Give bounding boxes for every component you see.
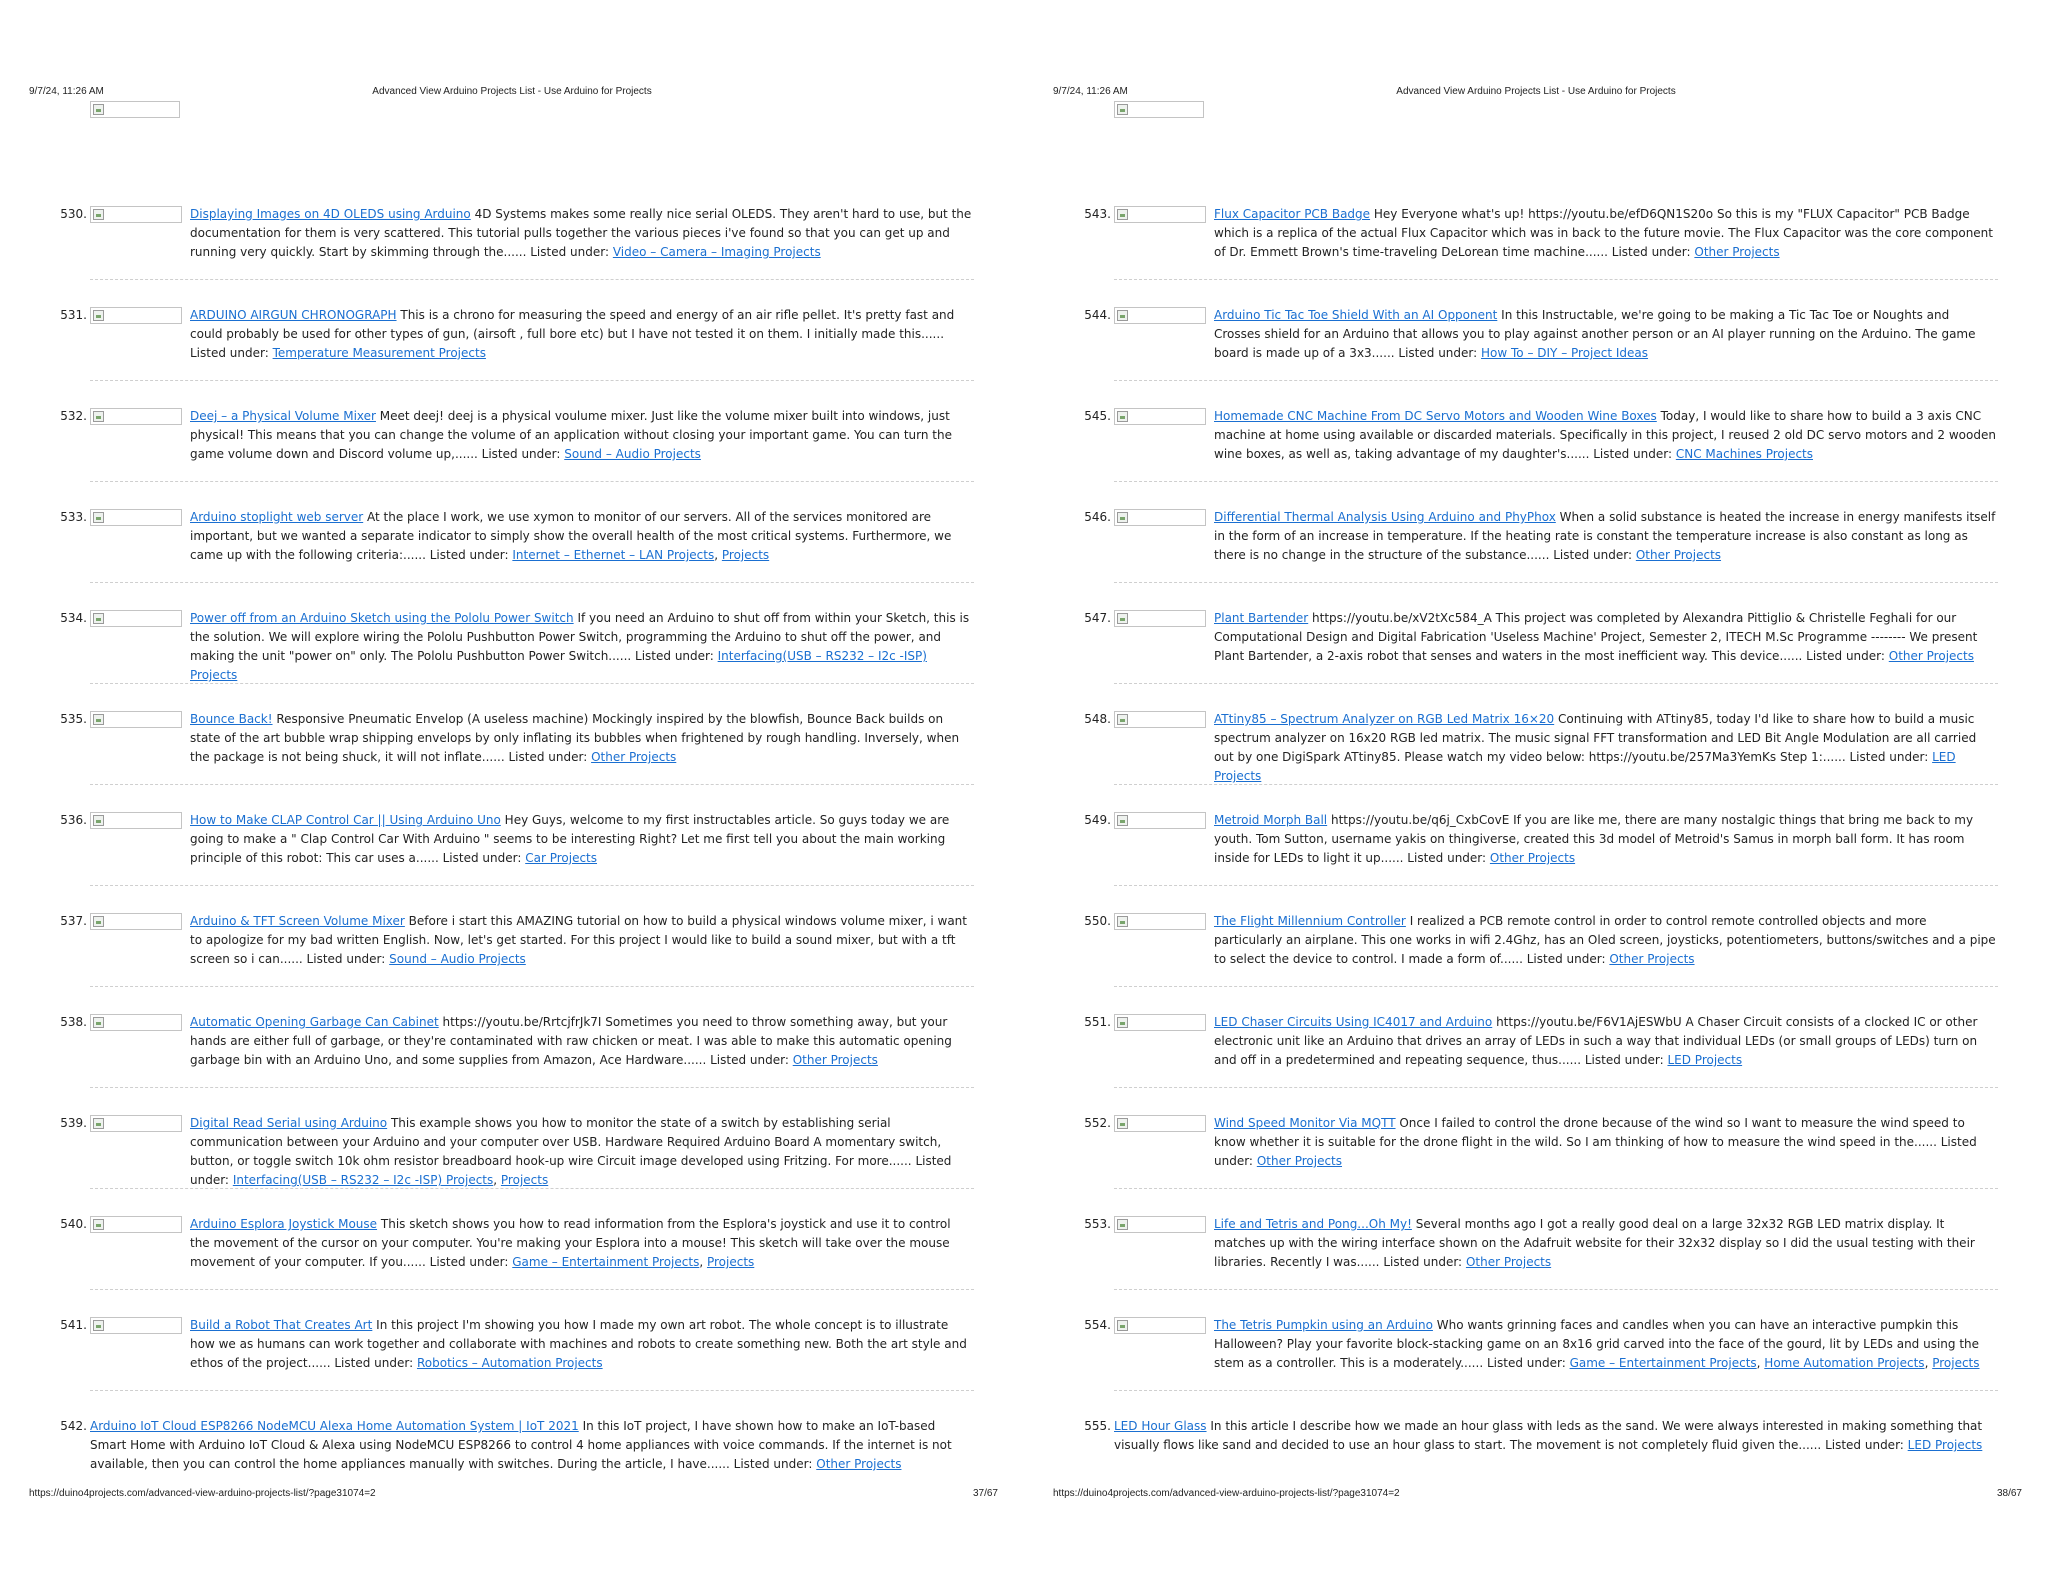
- item-number: 530.: [60, 207, 87, 221]
- separator: [90, 885, 974, 886]
- item-number: 537.: [60, 914, 87, 928]
- item-number: 550.: [1084, 914, 1111, 928]
- image-placeholder-icon: [1117, 1118, 1128, 1129]
- item-description: Once I failed to control the drone because of the wind so I want to measure the wind speed to know whether it is suitable for the drone flight in the wild. So I am thinking of how to measure the wind speed in the......: [1214, 1116, 1965, 1149]
- category-link[interactable]: Other Projects: [1635, 548, 1722, 562]
- listed-under-label: Listed under:: [1593, 447, 1673, 461]
- listed-under-label: Listed under:: [429, 1255, 509, 1269]
- item-title-link[interactable]: Metroid Morph Ball: [1214, 813, 1328, 827]
- image-placeholder-icon: [1117, 209, 1128, 220]
- image-placeholder-icon: [1117, 1320, 1128, 1331]
- item-number: 552.: [1084, 1116, 1111, 1130]
- item-description: In this project I'm showing you how I made my own art robot. The whole concept is to illustrate how we as humans can work together and collaborate with machines and robots to create something new. Both the art style and ethos of the project......: [190, 1318, 967, 1370]
- item-title-link[interactable]: Automatic Opening Garbage Can Cabinet: [190, 1015, 439, 1029]
- broken-image-icon: [90, 1115, 182, 1132]
- separator: [90, 1390, 974, 1391]
- image-placeholder-icon: [93, 512, 104, 523]
- item-body: [190, 912, 974, 969]
- listed-under-label: Listed under:: [1486, 1356, 1566, 1370]
- item-description: In this IoT project, I have shown how to make an IoT-based Smart Home with Arduino IoT Cloud & Alexa using NodeMCU ESP8266 to control 4 home appliances with voice commands. If the internet is not available, then you can control the home appliances manually with switches. During the article, I have......: [90, 1419, 952, 1471]
- broken-image-icon: [90, 1317, 182, 1334]
- item-description: Today, I would like to share how to build a 3 axis CNC machine at home using available or discarded materials. Specifically in this project, I reused 2 old DC servo motors and 2 wooden wine boxes, as well as, taking advantage of my daughter's......: [1214, 409, 1996, 461]
- item-body: [1214, 1013, 1998, 1070]
- separator: [1114, 1188, 1998, 1189]
- broken-image-icon: [90, 711, 182, 728]
- item-title-link[interactable]: LED Chaser Circuits Using IC4017 and Arduino: [1214, 1015, 1493, 1029]
- item-body: Arduino stoplight web server At the place I work, we use xymon to monitor of our servers. All of the services monitored are important, but we wanted a separate indicator to simply show the overall health of the most critical systems. Furthermore, we came up with the following criteria:...... Listed under: Internet – Ethernet – LAN Projects, Projects: [190, 510, 952, 562]
- item-number: 546.: [1084, 510, 1111, 524]
- image-placeholder-icon: [1117, 815, 1128, 826]
- image-placeholder-icon: [93, 1320, 104, 1331]
- separator: [1114, 683, 1998, 684]
- item-title-link[interactable]: How to Make CLAP Control Car || Using Arduino Uno: [190, 813, 501, 827]
- item-number: 553.: [1084, 1217, 1111, 1231]
- broken-image-icon: [1114, 913, 1206, 930]
- image-placeholder-icon: [1117, 411, 1128, 422]
- item-number: 534.: [60, 611, 87, 625]
- item-description: In this Instructable, we're going to be making a Tic Tac Toe or Noughts and Crosses shield for an Arduino that allows you to play against another person or an AI player running on the Arduino. The game board is made up of a 3x3......: [1214, 308, 1976, 360]
- broken-image-icon: [90, 1216, 182, 1233]
- category-link[interactable]: Other Projects: [816, 1457, 902, 1471]
- footer-url[interactable]: https://duino4projects.com/advanced-view-arduino-projects-list/?page31074=2: [1053, 1488, 1400, 1499]
- broken-image-icon: [1114, 408, 1206, 425]
- image-placeholder-icon: [93, 916, 104, 927]
- item-title-link[interactable]: Arduino IoT Cloud ESP8266 NodeMCU Alexa Home Automation System | IoT 2021: [90, 1419, 579, 1433]
- category-link[interactable]: Other Projects: [1465, 1255, 1552, 1269]
- image-placeholder-icon: [1117, 512, 1128, 523]
- image-placeholder-icon: [93, 815, 104, 826]
- category-link[interactable]: Projects: [706, 1255, 755, 1269]
- broken-image-icon: [90, 206, 182, 223]
- category-link[interactable]: Video – Camera – Imaging Projects: [612, 245, 821, 259]
- separator: [90, 380, 974, 381]
- broken-image-icon: [90, 610, 182, 627]
- item-body: Digital Read Serial using Arduino This example shows you how to monitor the state of a switch by establishing serial communication between your Arduino and your computer over USB. Hardware Required Arduino Board A momentary switch, button, or toggle switch 10k ohm resistor breadboard hook-up wire Circuit image developed using Fritzing. For more...... Listed under: Interfacing(USB – RS232 – I2c -ISP) Projects, Projects: [190, 1116, 952, 1187]
- item-body: [1214, 912, 1998, 969]
- item-title-link[interactable]: Bounce Back!: [190, 712, 273, 726]
- separator: [90, 279, 974, 280]
- item-title-link[interactable]: The Tetris Pumpkin using an Arduino: [1214, 1318, 1433, 1332]
- item-number: 538.: [60, 1015, 87, 1029]
- item-body: [190, 710, 974, 767]
- image-placeholder-icon: [93, 1017, 104, 1028]
- item-body: [190, 205, 974, 262]
- category-link[interactable]: Sound – Audio Projects: [564, 447, 701, 461]
- category-link[interactable]: LED Projects: [1214, 750, 1956, 783]
- separator: [90, 1188, 974, 1189]
- category-link[interactable]: Other Projects: [591, 750, 677, 764]
- broken-image-icon: [1114, 509, 1206, 526]
- item-description: This is a chrono for measuring the speed and energy of an air rifle pellet. It's pretty fast and could probably be used for other types of gun, (airsoft , full bore etc) but I have not tested it on them. I initially made this......: [190, 308, 955, 341]
- item-title-link[interactable]: Arduino & TFT Screen Volume Mixer: [190, 914, 405, 928]
- category-link[interactable]: Robotics – Automation Projects: [416, 1356, 603, 1370]
- item-number: 544.: [1084, 308, 1111, 322]
- item-number: 540.: [60, 1217, 87, 1231]
- item-number: 541.: [60, 1318, 87, 1332]
- separator: [1114, 1087, 1998, 1088]
- item-title-link[interactable]: Homemade CNC Machine From DC Servo Motors and Wooden Wine Boxes: [1214, 409, 1657, 423]
- item-title-link[interactable]: Build a Robot That Creates Art: [190, 1318, 373, 1332]
- category-link[interactable]: Other Projects: [1609, 952, 1695, 966]
- category-link[interactable]: CNC Machines Projects: [1675, 447, 1813, 461]
- separator: [1114, 1289, 1998, 1290]
- item-description: At the place I work, we use xymon to monitor of our servers. All of the services monitored are important, but we wanted a separate indicator to simply show the overall health of the most critical systems. Furthermore, we came up with the following criteria:......: [190, 510, 952, 562]
- broken-image-icon: [90, 812, 182, 829]
- category-link[interactable]: Interfacing(USB – RS232 – I2c -ISP) Projects: [232, 1173, 494, 1187]
- item-body: [1214, 306, 1998, 363]
- category-link[interactable]: Other Projects: [792, 1053, 878, 1067]
- item-description: https://youtu.be/q6j_CxbCovE If you are like me, there are many nostalgic things that bring me back to my youth. Tom Sutton, username yakis on thingiverse, created this 3d model of Metroid's Samus in morph ball form. It has room inside for LEDs to light it up......: [1214, 813, 1974, 865]
- listed-under-label: Listed under:: [1849, 750, 1929, 764]
- footer-page-number: 37/67: [972, 1488, 998, 1499]
- category-link[interactable]: Game – Entertainment Projects: [512, 1255, 700, 1269]
- item-number: 555.: [1084, 1419, 1111, 1433]
- item-number: 535.: [60, 712, 87, 726]
- item-description: Responsive Pneumatic Envelop (A useless machine) Mockingly inspired by the blowfish, Bounce Back builds on state of the art bubble wrap shipping envelops by only inflating its bubbles when frightened by rough handling. Inversely, when the package is not being shuck, it will not inflate......: [190, 712, 960, 764]
- item-body: [1214, 508, 1998, 565]
- item-description: Before i start this AMAZING tutorial on how to build a physical windows volume mixer, i want to apologize for my bad written English. Now, let's get started. For this project I would like to build a sound mixer, but with a tft screen so i can......: [190, 914, 967, 966]
- item-description: https://youtu.be/F6V1AjESWbU A Chaser Circuit consists of a clocked IC or other electronic unit like an Arduino that drives an array of LEDs in such a way that individual LEDs (or small groups of LEDs) turn on and off in a predetermined and repeating sequence, thus......: [1214, 1015, 1978, 1067]
- broken-image-icon: [90, 307, 182, 324]
- separator: [90, 582, 974, 583]
- separator: [1114, 481, 1998, 482]
- footer-page-number: 38/67: [1996, 1488, 2022, 1499]
- listed-under-label: Listed under:: [1407, 851, 1487, 865]
- broken-image-icon: [90, 1014, 182, 1031]
- listed-under-label: Listed under:: [1398, 346, 1478, 360]
- item-description: In this article I describe how we made an hour glass with leds as the sand. We were always interested in making something that visually flows like sand and decided to use an hour glass to start. The movement is not completely fluid given the......: [1114, 1419, 1983, 1452]
- item-body: [1214, 1114, 1998, 1171]
- broken-image-icon: [90, 101, 180, 118]
- header-date: 9/7/24, 11:26 AM: [1053, 86, 1128, 97]
- item-description: I realized a PCB remote control in order to control remote controlled objects and more particularly an airplane. This one works in wifi 2.4Ghz, has an Oled screen, joysticks, potentiometers, buttons/switches and a pipe to select the device to control. I made a form of......: [1214, 914, 1996, 966]
- item-title-link[interactable]: Digital Read Serial using Arduino: [190, 1116, 388, 1130]
- item-number: 547.: [1084, 611, 1111, 625]
- image-placeholder-icon: [93, 310, 104, 321]
- item-body: [190, 609, 974, 685]
- image-placeholder-icon: [93, 714, 104, 725]
- item-number: 543.: [1084, 207, 1111, 221]
- image-placeholder-icon: [93, 613, 104, 624]
- listed-under-label: Listed under:: [1611, 245, 1691, 259]
- image-placeholder-icon: [93, 1219, 104, 1230]
- image-placeholder-icon: [1117, 613, 1128, 624]
- item-body: [1214, 609, 1998, 666]
- item-number: 533.: [60, 510, 87, 524]
- item-description: Who wants grinning faces and candles when you can have an interactive pumpkin this Halloween? Play your favorite block-stacking game on an 8x16 grid carved into the face of the gourd, lit by LEDs and using the stem as a controller. This is a moderately......: [1214, 1318, 1980, 1370]
- listed-under-label: Listed under:: [1584, 1053, 1664, 1067]
- listed-under-label: Listed under:: [334, 1356, 414, 1370]
- category-link[interactable]: Home Automation Projects: [1764, 1356, 1925, 1370]
- separator: [90, 1087, 974, 1088]
- item-number: 542.: [60, 1419, 87, 1433]
- listed-under-label: Listed under:: [429, 548, 509, 562]
- listed-under-label: Listed under:: [733, 1457, 813, 1471]
- header-title: Advanced View Arduino Projects List - Use Arduino for Projects: [1396, 86, 1676, 97]
- separator: [1114, 279, 1998, 280]
- separator: [90, 784, 974, 785]
- item-description: https://youtu.be/RrtcjfrJk7I Sometimes you need to throw something away, but your hands are either full of garbage, or they're contaminated with raw chicken or meat. I was able to make this automatic opening garbage bin with an Arduino Uno, and some supplies from Amazon, Ace Hardware......: [190, 1015, 952, 1067]
- item-number: 536.: [60, 813, 87, 827]
- separator: [1114, 986, 1998, 987]
- listed-under-label: Listed under:: [1526, 952, 1606, 966]
- image-placeholder-icon: [1117, 916, 1128, 927]
- item-number: 539.: [60, 1116, 87, 1130]
- item-description: Hey Guys, welcome to my first instructables article. So guys today we are going to make a " Clap Control Car With Arduino " seems to be interesting Right? Let me first tell you about the main working principle of this robot: This car uses a......: [190, 813, 950, 865]
- broken-image-icon: [90, 509, 182, 526]
- image-placeholder-icon: [1117, 714, 1128, 725]
- separator: [90, 683, 974, 684]
- item-title-link[interactable]: Arduino Tic Tac Toe Shield With an AI Opponent: [1214, 308, 1498, 322]
- separator: [1114, 1390, 1998, 1391]
- item-body: [190, 811, 974, 868]
- item-number: 554.: [1084, 1318, 1111, 1332]
- item-number: 548.: [1084, 712, 1111, 726]
- item-description: If you need an Arduino to shut off from within your Sketch, this is the solution. We will explore wiring the Pololu Pushbutton Power Switch, programming the Arduino to shut off the power, and making the unit "power on" only. The Pololu Pushbutton Power Switch......: [190, 611, 970, 663]
- image-placeholder-icon: [1117, 1017, 1128, 1028]
- header-date: 9/7/24, 11:26 AM: [29, 86, 104, 97]
- item-body: Arduino Esplora Joystick Mouse This sketch shows you how to read information from the Esplora's joystick and use it to control the movement of the cursor on your computer. You're making your Esplora into a mouse! This sketch will take over the mouse movement of your computer. If you...... Listed under: Game – Entertainment Projects, Projects: [190, 1217, 951, 1269]
- category-link[interactable]: Temperature Measurement Projects: [272, 346, 486, 360]
- category-link[interactable]: Interfacing(USB – RS232 – I2c -ISP) Projects: [190, 649, 927, 682]
- item-title-link[interactable]: Wind Speed Monitor Via MQTT: [1214, 1116, 1396, 1130]
- broken-image-icon: [1114, 307, 1206, 324]
- item-number: 531.: [60, 308, 87, 322]
- item-number: 545.: [1084, 409, 1111, 423]
- item-title-link[interactable]: The Flight Millennium Controller: [1214, 914, 1406, 928]
- category-link[interactable]: Other Projects: [1489, 851, 1576, 865]
- footer-url[interactable]: https://duino4projects.com/advanced-view-arduino-projects-list/?page31074=2: [29, 1488, 376, 1499]
- category-link[interactable]: Projects: [500, 1173, 549, 1187]
- item-description: This sketch shows you how to read information from the Esplora's joystick and use it to control the movement of the cursor on your computer. You're making your Esplora into a mouse! This sketch will take over the mouse movement of your computer. If you......: [190, 1217, 951, 1269]
- listed-under-label: Listed under:: [508, 750, 588, 764]
- category-link[interactable]: How To – DIY – Project Ideas: [1481, 346, 1649, 360]
- category-link[interactable]: Internet – Ethernet – LAN Projects: [512, 548, 715, 562]
- category-link[interactable]: LED Projects: [1907, 1438, 1983, 1452]
- category-link[interactable]: Other Projects: [1694, 245, 1780, 259]
- item-body: [90, 1417, 974, 1474]
- broken-image-icon: [1114, 1115, 1206, 1132]
- category-link[interactable]: Car Projects: [525, 851, 598, 865]
- item-title-link[interactable]: Displaying Images on 4D OLEDS using Arduino: [190, 207, 471, 221]
- item-body: [1214, 205, 1998, 262]
- item-title-link[interactable]: Plant Bartender: [1214, 611, 1309, 625]
- separator: [1114, 582, 1998, 583]
- item-description: Continuing with ATtiny85, today I'd like to share how to build a music spectrum analyzer on 16x20 RGB led matrix. The music signal FFT transformation and LED Bit Angle Modulation are all carried out by one DigiSpark ATtiny85. Please watch my video below: https://youtu.be/257Ma3YemKs Step 1:......: [1214, 712, 1977, 764]
- item-title-link[interactable]: Flux Capacitor PCB Badge: [1214, 207, 1371, 221]
- item-body: [190, 407, 974, 464]
- category-link[interactable]: LED Projects: [1667, 1053, 1743, 1067]
- category-link[interactable]: Other Projects: [1888, 649, 1974, 663]
- listed-under-label: Listed under:: [481, 447, 561, 461]
- category-link[interactable]: Other Projects: [1256, 1154, 1343, 1168]
- separator: [1114, 784, 1998, 785]
- item-body: The Tetris Pumpkin using an Arduino Who wants grinning faces and candles when you can have an interactive pumpkin this Halloween? Play your favorite block-stacking game on an 8x16 grid carved into the face of the gourd, lit by LEDs and using the stem as a controller. This is a moderately...... Listed under: Game – Entertainment Projects, Home Automation Projects, Projects: [1214, 1318, 1980, 1370]
- item-body: [1214, 407, 1998, 464]
- print-page-38: [1024, 0, 2048, 1582]
- listed-under-label: Listed under:: [1214, 1135, 1977, 1168]
- item-title-link[interactable]: ATtiny85 – Spectrum Analyzer on RGB Led Matrix 16×20: [1214, 712, 1555, 726]
- separator: [90, 1289, 974, 1290]
- item-title-link[interactable]: Life and Tetris and Pong...Oh My!: [1214, 1217, 1412, 1231]
- broken-image-icon: [1114, 610, 1206, 627]
- listed-under-label: Listed under:: [710, 1053, 789, 1067]
- item-body: [190, 306, 974, 363]
- image-placeholder-icon: [93, 209, 104, 220]
- header-title: Advanced View Arduino Projects List - Use Arduino for Projects: [372, 86, 652, 97]
- item-number: 549.: [1084, 813, 1111, 827]
- broken-image-icon: [1114, 711, 1206, 728]
- item-body: [1214, 811, 1998, 868]
- item-title-link[interactable]: ARDUINO AIRGUN CHRONOGRAPH: [190, 308, 397, 322]
- item-body: [1114, 1417, 1998, 1455]
- broken-image-icon: [1114, 1014, 1206, 1031]
- item-description: Meet deej! deej is a physical voulume mixer. Just like the volume mixer built into windows, just physical! This means that you can change the volume of an application without closing your important game. You can turn the game volume down and Discord volume up,......: [190, 409, 952, 461]
- broken-image-icon: [90, 913, 182, 930]
- item-description: Several months ago I got a really good deal on a large 32x32 RGB LED matrix display. It matches up with the wiring interface shown on the Adafruit website for their 32x32 display so I did the usual testing with their libraries. Recently I was......: [1214, 1217, 1975, 1269]
- separator: [90, 481, 974, 482]
- listed-under-label: Listed under:: [190, 346, 269, 360]
- item-description: https://youtu.be/xV2tXc584_A This project was completed by Alexandra Pittiglio & Christelle Feghali for our Computational Design and Digital Fabrication 'Useless Machine' Project, Semester 2, ITECH M.Sc Programme -------- We present Plant Bartender, a 2-axis robot that senses and waters in the most inefficient way. This device......: [1214, 611, 1978, 663]
- broken-image-icon: [90, 408, 182, 425]
- listed-under-label: Listed under:: [306, 952, 386, 966]
- item-description: This example shows you how to monitor the state of a switch by establishing serial communication between your Arduino and your computer over USB. Hardware Required Arduino Board A momentary switch, button, or toggle switch 10k ohm resistor breadboard hook-up wire Circuit image developed using Fritzing. For more......: [190, 1116, 942, 1168]
- image-placeholder-icon: [93, 1118, 104, 1129]
- item-number: 532.: [60, 409, 87, 423]
- item-description: When a solid substance is heated the increase in energy manifests itself in the form of an increase in temperature. If the heating rate is constant the temperature increase is also constant as long as there is no change in the structure of the substance......: [1214, 510, 1996, 562]
- image-placeholder-icon: [93, 411, 104, 422]
- item-number: 551.: [1084, 1015, 1111, 1029]
- broken-image-icon: [1114, 206, 1206, 223]
- item-title-link[interactable]: Power off from an Arduino Sketch using the Pololu Power Switch: [190, 611, 574, 625]
- category-link[interactable]: Game – Entertainment Projects: [1569, 1356, 1757, 1370]
- item-title-link[interactable]: Arduino stoplight web server: [190, 510, 364, 524]
- image-placeholder-icon: [1117, 1219, 1128, 1230]
- item-title-link[interactable]: Deej – a Physical Volume Mixer: [190, 409, 376, 423]
- item-body: [1214, 1215, 1998, 1272]
- item-body: [1214, 710, 1998, 786]
- listed-under-label: Listed under:: [530, 245, 610, 259]
- listed-under-label: Listed under:: [635, 649, 714, 663]
- listed-under-label: Listed under:: [190, 1154, 952, 1187]
- listed-under-label: Listed under:: [1553, 548, 1632, 562]
- broken-image-icon: [1114, 1317, 1206, 1334]
- listed-under-label: Listed under:: [1383, 1255, 1463, 1269]
- category-link[interactable]: Projects: [721, 548, 770, 562]
- listed-under-label: Listed under:: [1825, 1438, 1904, 1452]
- separator: [1114, 380, 1998, 381]
- item-body: [190, 1316, 974, 1373]
- listed-under-label: Listed under:: [1806, 649, 1885, 663]
- item-description: 4D Systems makes some really nice serial OLEDS. They aren't hard to use, but the documentation for them is very scattered. This tutorial pulls together the various pieces i've found so that you can get up and running very quickly. Start by skimming through the......: [190, 207, 972, 259]
- broken-image-icon: [1114, 1216, 1206, 1233]
- item-description: Hey Everyone what's up! https://youtu.be/efD6QN1S20o So this is my "FLUX Capacitor" PCB Badge which is a replica of the actual Flux Capacitor which was in back to the future movie. The Flux Capacitor was the core component of Dr. Emmett Brown's time-traveling DeLorean time machine......: [1214, 207, 1993, 259]
- item-body: [190, 1013, 974, 1070]
- category-link[interactable]: Projects: [1932, 1356, 1980, 1370]
- broken-image-icon: [1114, 812, 1206, 829]
- item-title-link[interactable]: LED Hour Glass: [1114, 1419, 1207, 1433]
- separator: [90, 986, 974, 987]
- separator: [1114, 885, 1998, 886]
- item-title-link[interactable]: Differential Thermal Analysis Using Arduino and PhyPhox: [1214, 510, 1556, 524]
- item-title-link[interactable]: Arduino Esplora Joystick Mouse: [190, 1217, 378, 1231]
- broken-image-icon: [1114, 101, 1204, 118]
- category-link[interactable]: Sound – Audio Projects: [389, 952, 526, 966]
- listed-under-label: Listed under:: [442, 851, 522, 865]
- image-placeholder-icon: [1117, 310, 1128, 321]
